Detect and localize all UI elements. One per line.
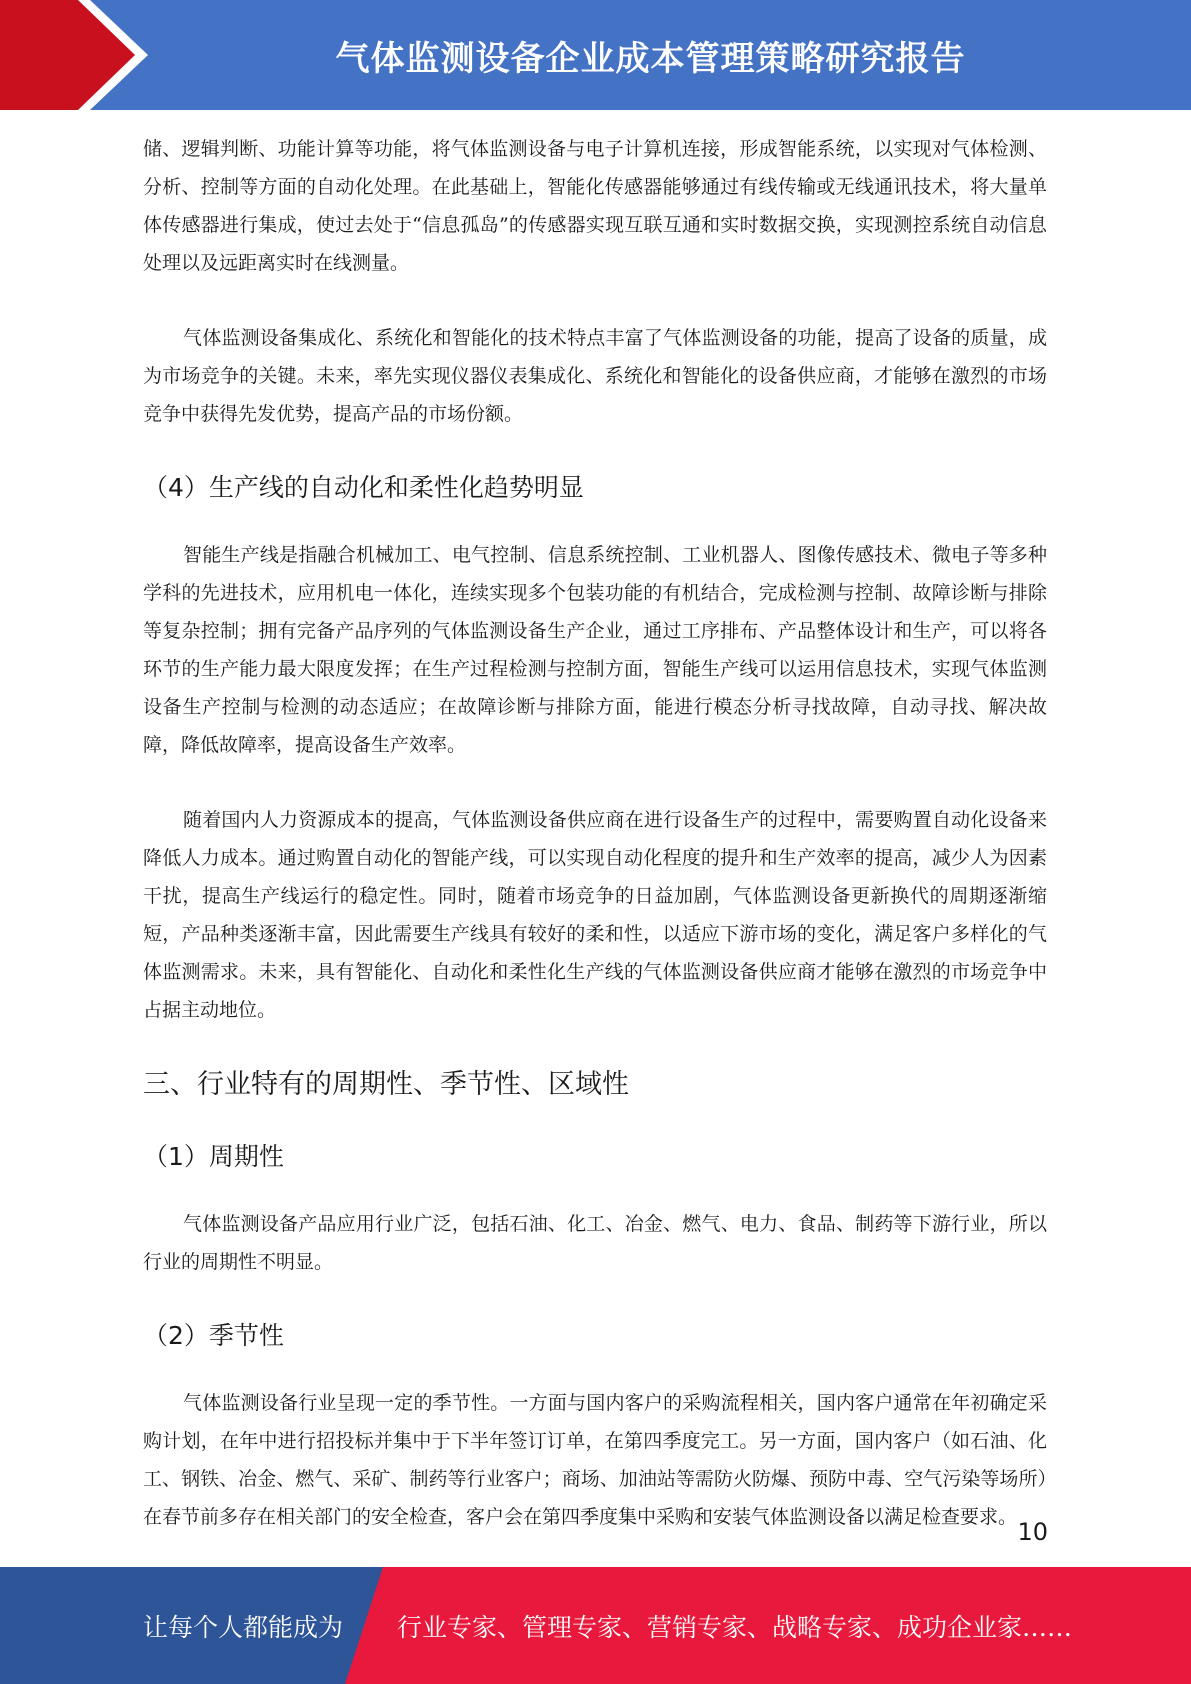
paragraph-integration-features: 气体监测设备集成化、系统化和智能化的技术特点丰富了气体监测设备的功能，提高了设备的质量，成为市场竞争的关键。未来，率先实现仪器仪表集成化、系统化和智能化的设备供应商，才能够在激烈的市场竞争中获得先发优势，提高产品的市场份额。 bbox=[143, 327, 1047, 425]
section-heading-industry-characteristics: 三、行业特有的周期性、季节性、区域性 bbox=[143, 1069, 629, 1100]
footer-slogan-right: 行业专家、管理专家、营销专家、战略专家、成功企业家…… bbox=[397, 1612, 1073, 1642]
paragraph-smart-production-line: 智能生产线是指融合机械加工、电气控制、信息系统控制、工业机器人、图像传感技术、微电子等多种学科的先进技术，应用机电一体化，连续实现多个包装功能的有机结合，完成检测与控制、故障诊断与排除等复杂控制；拥有完备产品序列的气体监测设备生产企业，通过工序排布、产品整体设计和生产，可以将各环节的生产能力最大限度发挥；在生产过程检测与控制方面，智能生产线可以运用信息技术，实现气体监测设备生产控制与检测的动态适应；在故障诊断与排除方面，能进行模态分析寻找故障，自动寻找、解决故障，降低故障率，提高设备生产效率。 bbox=[143, 544, 1047, 756]
footer-slogan-left: 让每个人都能成为 bbox=[143, 1612, 344, 1642]
heading-seasonality: （2）季节性 bbox=[143, 1321, 284, 1350]
heading-cyclicality: （1）周期性 bbox=[143, 1142, 284, 1171]
paragraph-automation-cost: 随着国内人力资源成本的提高，气体监测设备供应商在进行设备生产的过程中，需要购置自动化设备来降低人力成本。通过购置自动化的智能产线，可以实现自动化程度的提升和生产效率的提高，减少人为因素干扰，提高生产线运行的稳定性。同时，随着市场竞争的日益加剧，气体监测设备更新换代的周期逐渐缩短，产品种类逐渐丰富，因此需要生产线具有较好的柔和性，以适应下游市场的变化，满足客户多样化的气体监测需求。未来，具有智能化、自动化和柔性化生产线的气体监测设备供应商才能够在激烈的市场竞争中占据主动地位。 bbox=[143, 809, 1047, 1021]
paragraph-intelligent-sensors: 储、逻辑判断、功能计算等功能，将气体监测设备与电子计算机连接，形成智能系统，以实现对气体检测、分析、控制等方面的自动化处理。在此基础上，智能化传感器能够通过有线传输或无线通讯技术，将大量单体传感器进行集成，使过去处于“信息孤岛”的传感器实现互联互通和实时数据交换，实现测控系统自动信息处理以及远距离实时在线测量。 bbox=[143, 138, 1047, 274]
page-footer bbox=[0, 1567, 1191, 1684]
page-header bbox=[0, 0, 1191, 110]
paragraph-cyclicality: 气体监测设备产品应用行业广泛，包括石油、化工、冶金、燃气、电力、食品、制药等下游行业，所以行业的周期性不明显。 bbox=[143, 1213, 1047, 1273]
page-number: 10 bbox=[1017, 1518, 1048, 1546]
heading-production-line-trend: （4）生产线的自动化和柔性化趋势明显 bbox=[143, 473, 584, 502]
report-title: 气体监测设备企业成本管理策略研究报告 bbox=[335, 38, 966, 79]
page-content bbox=[143, 130, 1047, 1573]
paragraph-seasonality: 气体监测设备行业呈现一定的季节性。一方面与国内客户的采购流程相关，国内客户通常在年初确定采购计划，在年中进行招投标并集中于下半年签订订单，在第四季度完工。另一方面，国内客户（如石油、化工、钢铁、冶金、燃气、采矿、制药等行业客户；商场、加油站等需防火防爆、预防中毒、空气污染等场所）在春节前多存在相关部门的安全检查，客户会在第四季度集中采购和安装气体监测设备以满足检查要求。 bbox=[143, 1392, 1047, 1528]
